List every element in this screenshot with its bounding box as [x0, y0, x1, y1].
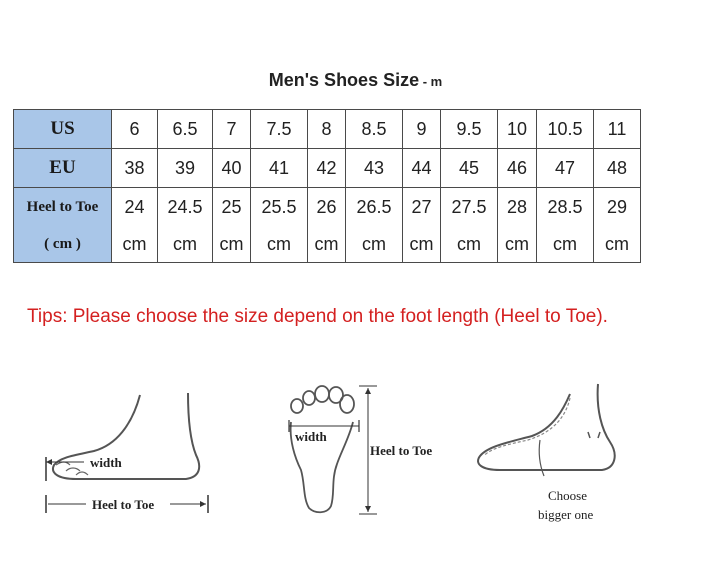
table-cell: 43: [346, 149, 403, 188]
table-cell: cm: [498, 226, 537, 263]
table-row: [14, 226, 641, 263]
row-label: US: [14, 110, 112, 149]
row-label: EU: [14, 149, 112, 188]
table-cell: 28: [498, 188, 537, 227]
table-cell: 27: [403, 188, 441, 227]
table-cell: 7: [213, 110, 251, 149]
side-foot-illustration: [36, 385, 216, 525]
table-cell: cm: [346, 226, 403, 263]
table-cell: cm: [213, 226, 251, 263]
tips-text: Tips: Please choose the size depend on the foot length (Heel to Toe).: [27, 306, 608, 327]
shoe-line2-label: bigger one: [538, 507, 594, 522]
table-cell: 25.5: [251, 188, 308, 227]
table-cell: 41: [251, 149, 308, 188]
table-cell: 7.5: [251, 110, 308, 149]
size-table: [13, 109, 641, 263]
table-cell: 47: [537, 149, 594, 188]
table-cell: cm: [112, 226, 158, 263]
row-label: Heel to Toe: [14, 188, 112, 227]
top-width-label: width: [295, 429, 327, 444]
table-cell: 25: [213, 188, 251, 227]
table-cell: 26: [308, 188, 346, 227]
top-length-label: Heel to Toe: [370, 443, 433, 458]
table-cell: 48: [594, 149, 641, 188]
table-row: [14, 188, 641, 227]
title-suffix: - m: [419, 74, 443, 89]
table-cell: 27.5: [441, 188, 498, 227]
table-cell: cm: [537, 226, 594, 263]
table-cell: 28.5: [537, 188, 594, 227]
table-cell: 9.5: [441, 110, 498, 149]
table-cell: 44: [403, 149, 441, 188]
table-cell: 8: [308, 110, 346, 149]
table-cell: 45: [441, 149, 498, 188]
table-cell: 10: [498, 110, 537, 149]
title-main: Men's Shoes Size: [268, 70, 420, 90]
table-cell: 24.5: [158, 188, 213, 227]
table-cell: 9: [403, 110, 441, 149]
table-cell: cm: [594, 226, 641, 263]
side-length-label: Heel to Toe: [92, 497, 155, 512]
row-label: ( cm ): [14, 226, 112, 263]
table-cell: 38: [112, 149, 158, 188]
shoe-fit-illustration: [470, 380, 640, 525]
table-cell: cm: [158, 226, 213, 263]
table-cell: 39: [158, 149, 213, 188]
table-cell: 10.5: [537, 110, 594, 149]
top-foot-illustration: [283, 380, 453, 520]
table-cell: 29: [594, 188, 641, 227]
table-cell: 8.5: [346, 110, 403, 149]
table-cell: 11: [594, 110, 641, 149]
table-cell: cm: [251, 226, 308, 263]
table-cell: 6: [112, 110, 158, 149]
side-width-label: width: [90, 455, 122, 470]
table-cell: 24: [112, 188, 158, 227]
table-cell: 46: [498, 149, 537, 188]
table-cell: 42: [308, 149, 346, 188]
page-title: [0, 70, 711, 91]
table-row: [14, 110, 641, 149]
table-cell: 26.5: [346, 188, 403, 227]
table-cell: cm: [441, 226, 498, 263]
table-cell: 40: [213, 149, 251, 188]
table-cell: cm: [403, 226, 441, 263]
table-cell: cm: [308, 226, 346, 263]
shoe-line1-label: Choose: [548, 488, 587, 503]
table-row: [14, 149, 641, 188]
table-cell: 6.5: [158, 110, 213, 149]
